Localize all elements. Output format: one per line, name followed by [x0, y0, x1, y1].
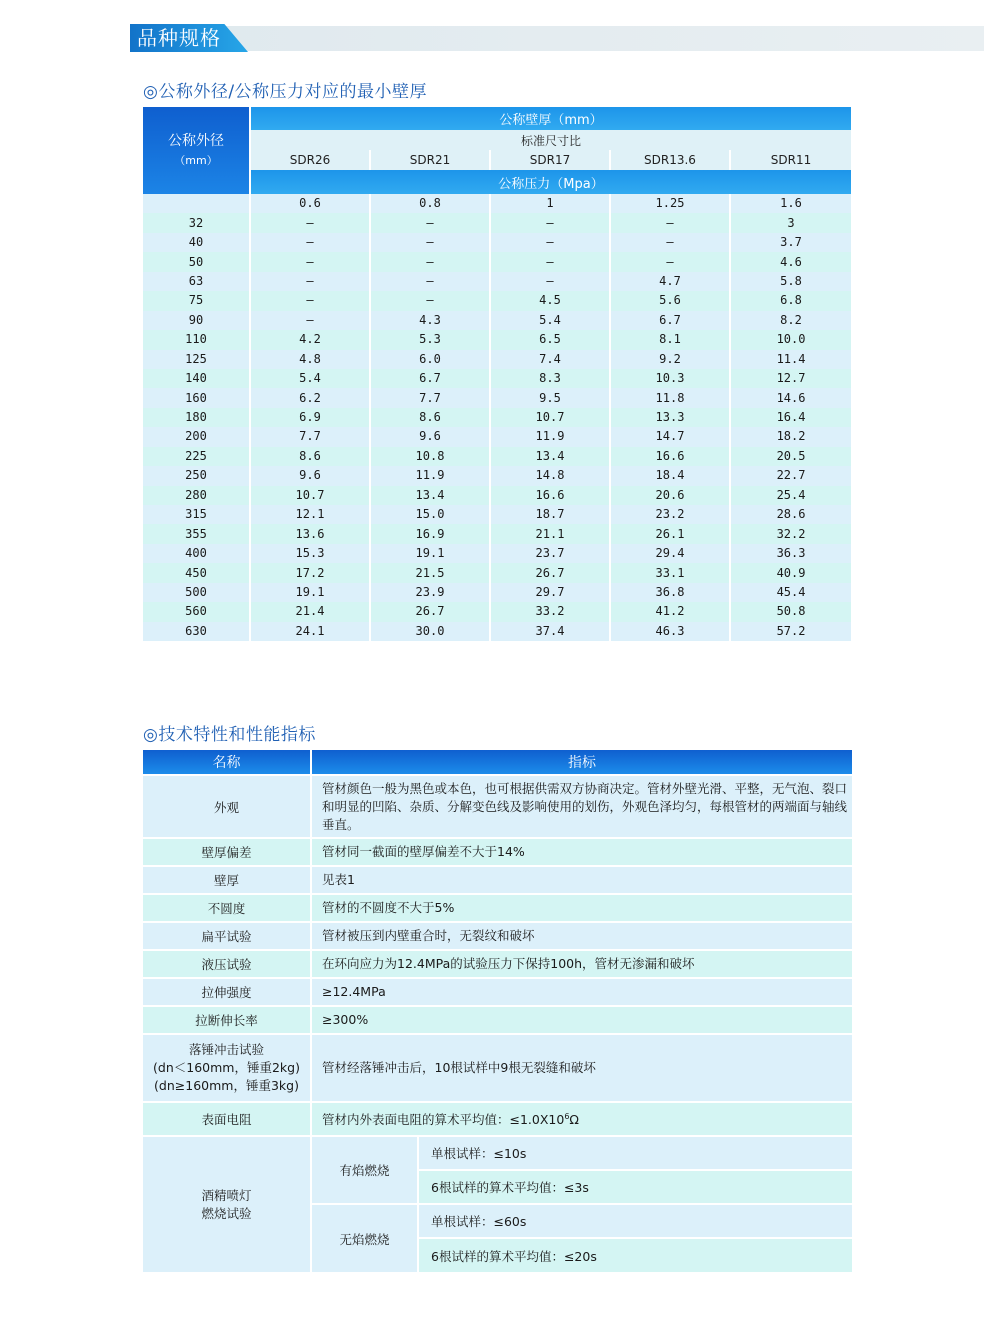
thickness-cell: 23.2: [610, 505, 730, 524]
thickness-cell: —: [250, 311, 370, 330]
table-row: [143, 524, 851, 543]
thickness-cell: —: [250, 233, 370, 252]
thickness-cell: 21.5: [370, 563, 490, 582]
thickness-cell: —: [610, 233, 730, 252]
resistance-suffix: Ω: [569, 1112, 579, 1128]
table-row: [143, 369, 851, 388]
thickness-cell: 50.8: [730, 602, 851, 621]
drop-name-line3: (dn≥160mm，锤重3kg): [154, 1078, 299, 1093]
thickness-cell: 29.7: [490, 583, 610, 602]
table-row: [143, 350, 851, 369]
pressure-value: 0.8: [370, 194, 490, 213]
thickness-cell: 21.1: [490, 524, 610, 543]
thickness-cell: 26.1: [610, 524, 730, 543]
spec-name: [143, 1034, 311, 1102]
thickness-cell: 18.2: [730, 427, 851, 446]
drop-name-line1: 落锤冲击试验: [188, 1042, 264, 1057]
thickness-cell: 24.1: [250, 622, 370, 641]
thickness-cell: 9.2: [610, 350, 730, 369]
thickness-cell: 10.0: [730, 330, 851, 349]
spec-name: 壁厚: [143, 866, 311, 894]
table-cell: [143, 194, 250, 213]
spec-row: [143, 894, 852, 922]
thickness-cell: 13.6: [250, 524, 370, 543]
thickness-cell: 9.6: [250, 466, 370, 485]
spec-name: [143, 1136, 311, 1272]
thickness-cell: —: [370, 272, 490, 291]
thickness-cell: 8.3: [490, 369, 610, 388]
spec-name: 表面电阻: [143, 1102, 311, 1136]
spec-name: 扁平试验: [143, 922, 311, 950]
sdr-label: SDR11: [730, 150, 851, 170]
flame-label: 有焰燃烧: [311, 1136, 418, 1204]
thickness-cell: 16.6: [610, 447, 730, 466]
flame-average: 6根试样的算术平均值：≤3s: [418, 1170, 852, 1204]
thickness-cell: 28.6: [730, 505, 851, 524]
thickness-cell: 5.8: [730, 272, 851, 291]
thickness-cell: 37.4: [490, 622, 610, 641]
table-row: [143, 563, 851, 582]
thickness-cell: 41.2: [610, 602, 730, 621]
thickness-cell: —: [370, 252, 490, 271]
diameter-cell: 180: [143, 408, 250, 427]
thickness-cell: 14.6: [730, 388, 851, 407]
thickness-cell: —: [490, 233, 610, 252]
thickness-cell: 16.6: [490, 486, 610, 505]
wall-thickness-table: [143, 107, 851, 641]
thickness-cell: 15.0: [370, 505, 490, 524]
thickness-cell: 26.7: [490, 563, 610, 582]
thickness-cell: 45.4: [730, 583, 851, 602]
thickness-cell: 6.7: [370, 369, 490, 388]
thickness-cell: 7.7: [370, 388, 490, 407]
thickness-cell: 14.7: [610, 427, 730, 446]
sdr-header: 标准尺寸比: [250, 130, 851, 150]
table-row: [143, 466, 851, 485]
thickness-cell: 20.6: [610, 486, 730, 505]
flame-single: 单根试样：≤10s: [418, 1136, 852, 1170]
thickness-cell: 19.1: [370, 544, 490, 563]
thickness-cell: 8.1: [610, 330, 730, 349]
diameter-cell: 315: [143, 505, 250, 524]
thickness-cell: 4.2: [250, 330, 370, 349]
pressure-row: [143, 194, 851, 213]
spec-value: ≥300%: [311, 1006, 852, 1034]
thickness-cell: —: [610, 213, 730, 232]
spec-name: 不圆度: [143, 894, 311, 922]
diameter-cell: 75: [143, 291, 250, 310]
thickness-cell: 9.5: [490, 388, 610, 407]
diameter-cell: 560: [143, 602, 250, 621]
corner-label: 公称外径: [168, 132, 224, 149]
burn-name-line2: 燃烧试验: [201, 1205, 252, 1221]
thickness-cell: 18.7: [490, 505, 610, 524]
thickness-cell: 11.8: [610, 388, 730, 407]
spec-value: 管材颜色一般为黑色或本色，也可根据供需双方协商决定。管材外壁光滑、平整，无气泡、裂口和明显的凹陷、杂质、分解变色线及影响使用的划伤，外观色泽均匀，每根管材的两端面与轴线垂直。: [311, 775, 852, 838]
diameter-cell: 140: [143, 369, 250, 388]
table-row: [143, 486, 851, 505]
table-row: [143, 544, 851, 563]
table-row: [143, 622, 851, 641]
thickness-cell: 5.3: [370, 330, 490, 349]
table-row: [143, 233, 851, 252]
diameter-cell: 630: [143, 622, 250, 641]
spec-name: 拉断伸长率: [143, 1006, 311, 1034]
thickness-cell: —: [370, 291, 490, 310]
spec-row: [143, 922, 852, 950]
thickness-cell: 4.8: [250, 350, 370, 369]
sdr-label: SDR17: [490, 150, 610, 170]
thickness-cell: 46.3: [610, 622, 730, 641]
thickness-cell: 32.2: [730, 524, 851, 543]
thickness-cell: 5.6: [610, 291, 730, 310]
thickness-cell: 36.3: [730, 544, 851, 563]
thickness-cell: 13.3: [610, 408, 730, 427]
diameter-cell: 250: [143, 466, 250, 485]
spec-value: 管材经落锤冲击后，10根试样中9根无裂缝和破坏: [311, 1034, 852, 1102]
thickness-cell: 6.9: [250, 408, 370, 427]
spec-name: 液压试验: [143, 950, 311, 978]
diameter-cell: 160: [143, 388, 250, 407]
table-row: [143, 447, 851, 466]
thickness-cell: 6.8: [730, 291, 851, 310]
thickness-cell: 8.2: [730, 311, 851, 330]
thickness-cell: 10.7: [250, 486, 370, 505]
thickness-cell: 23.7: [490, 544, 610, 563]
thickness-cell: 13.4: [490, 447, 610, 466]
section1-title: ◎公称外径/公称压力对应的最小壁厚: [143, 82, 428, 102]
diameter-cell: 400: [143, 544, 250, 563]
wall-header: 公称壁厚（mm）: [250, 107, 851, 130]
thickness-cell: —: [490, 252, 610, 271]
spec-name: 拉伸强度: [143, 978, 311, 1006]
thickness-cell: 14.8: [490, 466, 610, 485]
table-row: [143, 272, 851, 291]
col-name-header: 名称: [143, 750, 311, 775]
thickness-cell: —: [250, 272, 370, 291]
thickness-cell: 25.4: [730, 486, 851, 505]
table-row: [143, 311, 851, 330]
spec-value: 管材被压到内壁重合时，无裂纹和破坏: [311, 922, 852, 950]
thickness-cell: 57.2: [730, 622, 851, 641]
table-row: [143, 330, 851, 349]
thickness-cell: 8.6: [250, 447, 370, 466]
thickness-cell: 6.0: [370, 350, 490, 369]
pressure-value: 1.6: [730, 194, 851, 213]
thickness-cell: 4.5: [490, 291, 610, 310]
thickness-cell: 6.7: [610, 311, 730, 330]
diameter-cell: 110: [143, 330, 250, 349]
table-row: [143, 583, 851, 602]
thickness-cell: 30.0: [370, 622, 490, 641]
thickness-cell: 3: [730, 213, 851, 232]
thickness-cell: 19.1: [250, 583, 370, 602]
table-row: [143, 408, 851, 427]
thickness-cell: 33.2: [490, 602, 610, 621]
diameter-cell: 225: [143, 447, 250, 466]
thickness-cell: —: [370, 213, 490, 232]
corner-unit: （mm）: [174, 153, 218, 167]
drop-name-line2: (dn＜160mm，锤重2kg): [153, 1060, 300, 1075]
thickness-cell: —: [250, 213, 370, 232]
banner-strip: [130, 26, 984, 51]
spec-row: [143, 1006, 852, 1034]
table-row: [143, 213, 851, 232]
spec-value: 见表1: [311, 866, 852, 894]
diameter-cell: 500: [143, 583, 250, 602]
spec-value: 管材同一截面的壁厚偏差不大于14%: [311, 838, 852, 866]
thickness-cell: 4.7: [610, 272, 730, 291]
thickness-cell: 22.7: [730, 466, 851, 485]
spec-row: [143, 1136, 852, 1170]
thickness-cell: 4.3: [370, 311, 490, 330]
thickness-cell: 5.4: [250, 369, 370, 388]
thickness-cell: 40.9: [730, 563, 851, 582]
diameter-cell: 90: [143, 311, 250, 330]
thickness-cell: 6.2: [250, 388, 370, 407]
thickness-cell: 11.9: [370, 466, 490, 485]
noflame-label: 无焰燃烧: [311, 1204, 418, 1272]
thickness-cell: 16.4: [730, 408, 851, 427]
pressure-value: 0.6: [250, 194, 370, 213]
thickness-cell: 17.2: [250, 563, 370, 582]
noflame-single: 单根试样：≤60s: [418, 1204, 852, 1238]
pressure-value: 1.25: [610, 194, 730, 213]
thickness-cell: 9.6: [370, 427, 490, 446]
diameter-cell: 40: [143, 233, 250, 252]
diameter-cell: 125: [143, 350, 250, 369]
thickness-cell: 7.4: [490, 350, 610, 369]
sdr-label: SDR26: [250, 150, 370, 170]
thickness-cell: 10.7: [490, 408, 610, 427]
spec-row: [143, 978, 852, 1006]
spec-row: [143, 1102, 852, 1136]
thickness-cell: 23.9: [370, 583, 490, 602]
thickness-cell: —: [490, 213, 610, 232]
banner-title: 品种规格: [137, 26, 221, 50]
table-row: [143, 505, 851, 524]
diameter-cell: 450: [143, 563, 250, 582]
thickness-cell: —: [490, 272, 610, 291]
thickness-cell: —: [250, 252, 370, 271]
diameter-cell: 200: [143, 427, 250, 446]
spec-name: 壁厚偏差: [143, 838, 311, 866]
thickness-cell: 15.3: [250, 544, 370, 563]
spec-name: 外观: [143, 775, 311, 838]
resistance-exponent: 6: [564, 1112, 570, 1122]
spec-value: [311, 1102, 852, 1136]
sdr-label: SDR13.6: [610, 150, 730, 170]
thickness-cell: 26.7: [370, 602, 490, 621]
sdr-label: SDR21: [370, 150, 490, 170]
table-row: [143, 602, 851, 621]
spec-value: 在环向应力为12.4MPa的试验压力下保持100h，管材无渗漏和破坏: [311, 950, 852, 978]
thickness-cell: 20.5: [730, 447, 851, 466]
thickness-cell: 18.4: [610, 466, 730, 485]
spec-row: [143, 866, 852, 894]
thickness-cell: 16.9: [370, 524, 490, 543]
thickness-cell: 11.4: [730, 350, 851, 369]
spec-row: [143, 838, 852, 866]
spec-value: ≥12.4MPa: [311, 978, 852, 1006]
thickness-cell: 3.7: [730, 233, 851, 252]
spec-row: [143, 1034, 852, 1102]
noflame-average: 6根试样的算术平均值：≤20s: [418, 1238, 852, 1272]
thickness-cell: 8.6: [370, 408, 490, 427]
diameter-cell: 355: [143, 524, 250, 543]
thickness-cell: 13.4: [370, 486, 490, 505]
thickness-cell: 12.7: [730, 369, 851, 388]
diameter-cell: 63: [143, 272, 250, 291]
pressure-value: 1: [490, 194, 610, 213]
thickness-cell: 29.4: [610, 544, 730, 563]
thickness-cell: —: [370, 233, 490, 252]
table-row: [143, 388, 851, 407]
thickness-cell: 7.7: [250, 427, 370, 446]
thickness-cell: 11.9: [490, 427, 610, 446]
corner-header: [143, 107, 250, 194]
tech-spec-table: [143, 750, 852, 1272]
thickness-cell: 10.8: [370, 447, 490, 466]
thickness-cell: —: [610, 252, 730, 271]
thickness-cell: 21.4: [250, 602, 370, 621]
section2-title: ◎技术特性和性能指标: [143, 725, 316, 745]
spec-row: [143, 775, 852, 838]
thickness-cell: 4.6: [730, 252, 851, 271]
diameter-cell: 50: [143, 252, 250, 271]
resistance-prefix: 管材内外表面电阻的算术平均值：≤1.0X10: [322, 1112, 565, 1128]
table-row: [143, 291, 851, 310]
spec-value: 管材的不圆度不大于5%: [311, 894, 852, 922]
table-row: [143, 252, 851, 271]
thickness-cell: 10.3: [610, 369, 730, 388]
thickness-cell: 36.8: [610, 583, 730, 602]
burn-name-line1: 酒精喷灯: [201, 1187, 252, 1203]
thickness-cell: 12.1: [250, 505, 370, 524]
thickness-cell: 5.4: [490, 311, 610, 330]
thickness-cell: 33.1: [610, 563, 730, 582]
thickness-cell: 6.5: [490, 330, 610, 349]
diameter-cell: 280: [143, 486, 250, 505]
table-row: [143, 427, 851, 446]
diameter-cell: 32: [143, 213, 250, 232]
thickness-cell: —: [250, 291, 370, 310]
pressure-header: 公称压力（Mpa）: [250, 170, 851, 194]
col-spec-header: 指标: [311, 750, 852, 775]
spec-row: [143, 950, 852, 978]
